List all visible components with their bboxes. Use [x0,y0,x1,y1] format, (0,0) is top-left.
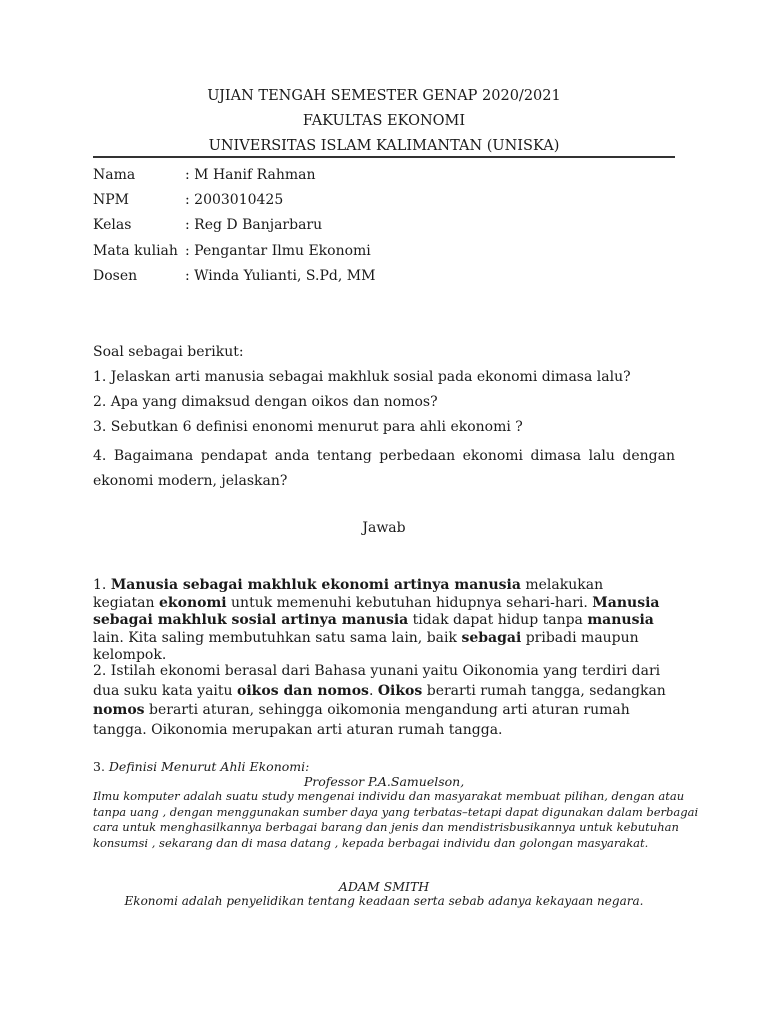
info-label-npm: NPM [93,192,130,208]
info-value-dosen: : Winda Yulianti, S.Pd, MM [185,268,376,284]
header-line-2: FAKULTAS EKONOMI [302,113,466,129]
expert-1-definition: Ilmu komputer adalah suatu study mengenai individu dan masyarakat membuat pilihan, dengan atau tanpa uang , dengan menggunakan sumber daya yang terbatas–tetapi dapat digunakan dalam berbagai cara untuk menghasilkannya berbagai barang dan jenis dan mendistrisbusikannya untuk kebutuhan konsumsi , sekarang dan di masa datang , kepada berbagai individu dan golongan masyarakat. [93,789,699,851]
expert-1-name: Professor P.A.Samuelson, [303,774,465,789]
header-line-1: UJIAN TENGAH SEMESTER GENAP 2020/2021 [207,88,561,104]
expert-2-name: ADAM SMITH [338,879,430,894]
questions-intro: Soal sebagai berikut: [93,344,244,360]
answer-3-heading: 3. Definisi Menurut Ahli Ekonomi: [93,759,310,774]
question-3: 3. Sebutkan 6 definisi enonomi menurut para ahli ekonomi ? [93,419,523,435]
header-line-3: UNIVERSITAS ISLAM KALIMANTAN (UNISKA) [208,138,560,154]
question-2: 2. Apa yang dimaksud dengan oikos dan nomos? [93,394,438,410]
info-value-mata-kuliah: : Pengantar Ilmu Ekonomi [185,243,371,259]
info-label-nama: Nama [93,167,136,183]
info-value-npm: : 2003010425 [185,192,284,208]
info-label-mata-kuliah: Mata kuliah [93,243,178,259]
info-value-kelas: : Reg D Banjarbaru [185,217,323,233]
expert-2-definition: Ekonomi adalah penyelidikan tentang keadaan serta sebab adanya kekayaan negara. [124,894,644,908]
header-divider [93,156,675,158]
answer-title: Jawab [362,520,406,536]
info-label-dosen: Dosen [93,268,138,284]
info-value-nama: : M Hanif Rahman [185,167,316,183]
answer-2: 2. Istilah ekonomi berasal dari Bahasa yunani yaitu Oikonomia yang terdiri dari dua suku kata yaitu oikos dan nomos. Oikos berarti rumah tangga, sedangkan nomos berarti aturan, sehingga oikomonia mengandung arti aturan rumah tangga. Oikonomia merupakan arti aturan rumah tangga. [93,663,666,738]
answer-1: 1. Manusia sebagai makhluk ekonomi artinya manusia melakukan kegiatan ekonomi untuk memenuhi kebutuhan hidupnya sehari-hari. Manusia sebagai makhluk sosial artinya manusia tidak dapat hidup tanpa manusia lain. Kita saling membutuhkan satu sama lain, baik sebagai pribadi maupun kelompok. [93,577,660,663]
question-1: 1. Jelaskan arti manusia sebagai makhluk sosial pada ekonomi dimasa lalu? [93,369,631,385]
question-4: 4. Bagaimana pendapat anda tentang perbedaan ekonomi dimasa lalu dengan ekonomi modern, jelaskan? [93,448,675,489]
info-label-kelas: Kelas [93,217,132,233]
